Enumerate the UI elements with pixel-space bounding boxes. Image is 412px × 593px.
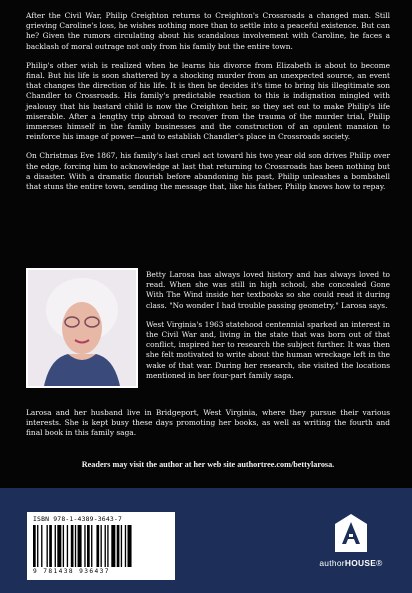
barcode-bar — [91, 525, 92, 567]
author-bio-paragraph-1: Betty Larosa has always loved history and has always loved to read. When she was still in high school, she concealed Gone With The Wind inside her textbooks so she could read it during class. "No wonder I had trouble passing geometry," Larosa says. — [146, 270, 390, 310]
barcode-digits: 9 781438 936437 — [33, 568, 110, 575]
barcode-bar — [41, 525, 42, 567]
author-website: Readers may visit the author at her web site authortree.com/bettylarosa. — [81, 460, 335, 469]
barcode-bar — [107, 525, 108, 567]
barcode-bar — [96, 525, 99, 567]
barcode-bars — [33, 525, 169, 569]
barcode-bar — [111, 525, 115, 567]
barcode-bar — [47, 525, 48, 567]
barcode-bar — [117, 525, 120, 567]
blurb-paragraph-1: After the Civil War, Philip Creighton returns to Creighton's Crossroads a changed man. Still grieving Caroline's loss, he wishes nothing more than to settle into a peaceful existence. But can he? Given the rumors circulating about his scandalous involvement with Caroline, he faces a backlash of moral outrage not only from his family but the entire town. — [26, 11, 390, 51]
publisher-logo — [316, 512, 386, 582]
barcode-bar — [101, 525, 102, 567]
barcode-bar — [84, 525, 85, 567]
barcode-bar — [49, 525, 52, 567]
barcode-bar — [125, 525, 126, 567]
barcode-bar — [71, 525, 74, 567]
barcode-bar — [121, 525, 122, 567]
author-photo — [26, 268, 138, 388]
barcode-bar — [37, 525, 38, 567]
author-bio-paragraph-3: Larosa and her husband live in Bridgeport, West Virginia, where they pursue their various interests. She is kept busy these days promoting her books, as well as writing the fourth and final book in this family saga. — [26, 408, 390, 438]
barcode-bar — [105, 525, 106, 567]
author-bio-paragraph-2: West Virginia's 1963 statehood centennial sparked an interest in the Civil War and, living in the state that was born out of that conflict, inspired her to research the subject further. It was then she felt motivated to write about the human wreckage left in the wake of that war. During her research, she visited the locations mentioned in her four-part family saga. — [146, 319, 390, 380]
blurb-paragraph-2: Philip's other wish is realized when he learns his divorce from Elizabeth is about to become final. But his life is soon shattered by a shocking murder from an unexpected source, an event that changes the direction of his life. It is then he decides it's time to bring his illegitimate son Chandler to Crossroads. His family's predictable reaction to this is indignation mingled with jealousy that his bastard child is now the Creighton heir, so they set out to make Philip's life miserable. After a lengthy trip abroad to recover from the trauma of the murder trial, Philip immerses himself in the family businesses and the construction of an opulent mansion to reinforce his image of power—and to establish Chandler's place in Crossroads society. — [26, 60, 390, 142]
book-blurb — [26, 11, 390, 201]
barcode-bar — [55, 525, 56, 567]
barcode-bar — [75, 525, 76, 567]
barcode-bar — [128, 525, 132, 567]
isbn-text: ISBN 978-1-4389-3643-7 — [33, 515, 123, 523]
publisher-name: authorHOUSE® — [319, 558, 383, 568]
barcode-bar — [63, 525, 64, 567]
barcode-bar — [67, 525, 68, 567]
barcode-bar — [33, 525, 36, 567]
barcode-bar — [57, 525, 61, 567]
author-bio — [146, 270, 390, 390]
barcode-bar — [87, 525, 90, 567]
cover-footer — [0, 488, 412, 593]
authorhouse-house-icon — [333, 512, 369, 554]
barcode-bar — [78, 525, 82, 567]
barcode — [27, 512, 175, 580]
blurb-paragraph-3: On Christmas Eve 1867, his family's last cruel act toward his two year old son drives Philip over the edge, forcing him to acknowledge at last that returning to Crossroads has been nothing but a disaster. With a dramatic flourish before abandoning his past, Philip unleashes a bombshell that stuns the entire town, sending the message that, like his father, Philip knows how to repay. — [26, 151, 390, 192]
